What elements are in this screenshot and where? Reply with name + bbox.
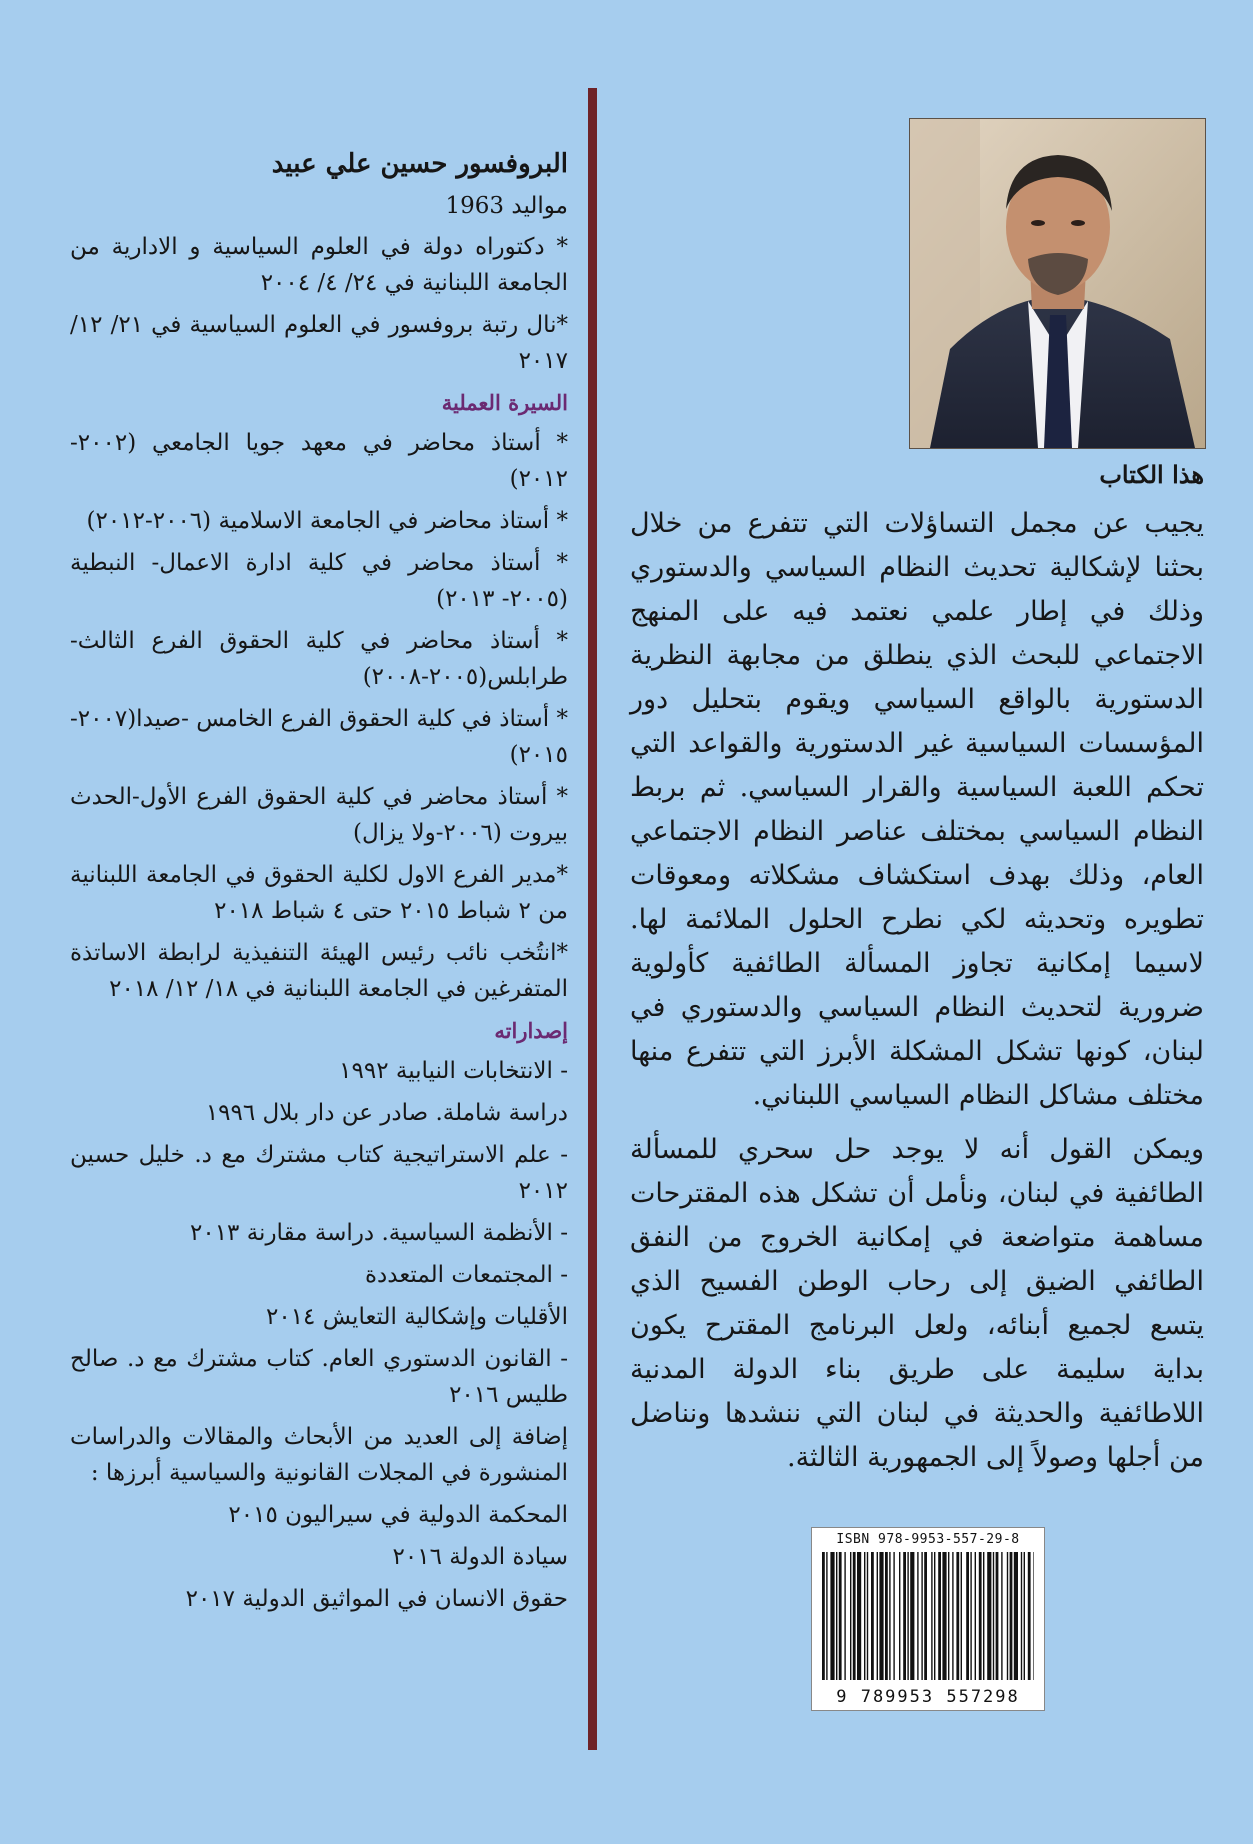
barcode-bars [822,1552,1034,1680]
bio-bullet-doctorate: * دكتوراه دولة في العلوم السياسية و الادارية من الجامعة اللبنانية في ٢٤/ ٤/ ٢٠٠٤ [70,234,568,296]
barcode-bar [864,1552,865,1680]
author-portrait-illustration [910,119,1205,448]
barcode-bar [979,1552,982,1680]
barcode-bar [975,1552,976,1680]
author-name: البروفسور حسين علي عبيد [271,149,568,179]
barcode-bar [934,1552,935,1680]
publication-item: - علم الاستراتيجية كتاب مشترك مع د. خليل حسين ٢٠١٢ [70,1142,568,1204]
barcode-bar [836,1552,837,1680]
career-item: *مدير الفرع الاول لكلية الحقوق في الجامعة اللبنانية من ٢ شباط ٢٠١٥ حتى ٤ شباط ٢٠١٨ [70,862,568,924]
barcode-bar [1007,1552,1008,1680]
isbn-text: ISBN 978-9953-557-29-8 [836,1532,1020,1547]
barcode-bar [921,1552,922,1680]
column-divider [588,88,597,1750]
barcode-bar [879,1552,883,1680]
barcode-bar [853,1552,856,1680]
barcode-bar [822,1552,825,1680]
barcode-bar [1014,1552,1018,1680]
barcode-bar [889,1552,890,1680]
barcode-bar [1024,1552,1025,1680]
career-item: * أستاذ محاضر في معهد جويا الجامعي (٢٠٠٢- ٢٠١٢) [70,430,568,492]
barcode-bar [867,1552,868,1680]
barcode-bar [844,1552,845,1680]
barcode-digits: 9 789953 557298 [836,1687,1020,1707]
book-paragraph: ويمكن القول أنه لا يوجد حل سحري للمسألة الطائفية في لبنان، ونأمل أن تشكل هذه المقترحات مساهمة متواضعة في إمكانية الخروج من النفق الطائفي الضيق إلى رحاب الوطن الفسيح الذي يتسع لجميع أبنائه، ولعل البرنامج المقترح يكون بداية سليمة على طريق بناء الدولة المدنية اللاطائفية والحديثة في لبنان التي ننشدها ونناضل من أجلها وصولاً إلى الجمهورية الثالثة. [630,1134,1204,1473]
career-item: * أستاذ في كلية الحقوق الفرع الخامس -صيدا(٢٠٠٧- ٢٠١٥) [70,706,568,768]
barcode-bar [907,1552,908,1680]
barcode-bar [857,1552,861,1680]
barcode-bar [1028,1552,1031,1680]
barcode-bar [1001,1552,1002,1680]
barcode-bar [961,1552,962,1680]
publication-item: الأقليات وإشكالية التعايش ٢٠١٤ [266,1304,568,1330]
barcode-bar [877,1552,878,1680]
barcode-bar [903,1552,906,1680]
barcode-bar [996,1552,999,1680]
publication-extra-item: المحكمة الدولية في سيراليون ٢٠١٥ [228,1502,568,1528]
publication-extra-item: سيادة الدولة ٢٠١٦ [392,1544,568,1570]
book-description-column [630,458,1204,1490]
career-heading: السيرة العملية [441,390,568,415]
publications-heading: إصداراته [494,1018,568,1043]
publication-extra-item: حقوق الانسان في المواثيق الدولية ٢٠١٧ [185,1586,568,1612]
barcode-bar [839,1552,842,1680]
barcode-bar [826,1552,827,1680]
barcode-bar [850,1552,851,1680]
author-born: مواليد 1963 [445,193,568,219]
publication-item: - المجتمعات المتعددة [364,1262,568,1288]
barcode-bar [924,1552,927,1680]
barcode-bar [983,1552,984,1680]
barcode-bar [942,1552,946,1680]
author-bio-column [70,146,568,1623]
barcode-bar [948,1552,949,1680]
career-item: * أستاذ محاضر في كلية الحقوق الفرع الأول-الحدث بيروت (٢٠٠٦-ولا يزال) [70,784,568,846]
barcode-bar [931,1552,932,1680]
publication-item: - الانتخابات النيابية ١٩٩٢ [339,1058,568,1084]
barcode-bar [871,1552,874,1680]
barcode-bar [1010,1552,1013,1680]
publication-item: - الأنظمة السياسية. دراسة مقارنة ٢٠١٣ [189,1220,568,1246]
career-item: * أستاذ محاضر في كلية الحقوق الفرع الثالث- طرابلس(٢٠٠٥-٢٠٠٨) [70,628,568,690]
career-item: * أستاذ محاضر في الجامعة الاسلامية (٢٠٠٦-٢٠١٢) [86,508,568,534]
barcode-bar [952,1552,953,1680]
barcode-bar [893,1552,894,1680]
barcode-bar [987,1552,991,1680]
bio-bullet-professor: *نال رتبة بروفسور في العلوم السياسية في ٢١/ ١٢/ ٢٠١٧ [70,312,568,374]
publication-item: - القانون الدستوري العام. كتاب مشترك مع د. صالح طليس ٢٠١٦ [70,1346,568,1408]
career-item: * أستاذ محاضر في كلية ادارة الاعمال- النبطية (٢٠٠٥- ٢٠١٣) [70,550,568,612]
barcode-bar [1033,1552,1034,1680]
barcode-bar [1021,1552,1022,1680]
career-item: *انتُخب نائب رئيس الهيئة التنفيذية لرابطة الاساتذة المتفرغين في الجامعة اللبنانية في ١٨/ ١٢/ ٢٠١٨ [70,940,568,1002]
barcode-bar [966,1552,969,1680]
barcode-bar [970,1552,971,1680]
barcode-bar [910,1552,914,1680]
barcode-bar [885,1552,888,1680]
barcode-bar [830,1552,834,1680]
author-photo [909,118,1206,449]
book-paragraph: يجيب عن مجمل التساؤلات التي تتفرع من خلال بحثنا لإشكالية تحديث النظام السياسي والدستوري وذلك في إطار علمي نعتمد فيه على المنهج الاجتماعي للبحث الذي ينطلق من مجابهة النظرية الدستورية بالواقع السياسي ويقوم بتحليل دور المؤسسات السياسية غير الدستورية والقواعد التي تحكم اللعبة السياسية والقرار السياسي. ثم بربط النظام السياسي بمختلف عناصر النظام الاجتماعي العام، وذلك بهدف استكشاف مشكلاته ومعوقات تطويره وتحديثه لكي نطرح الحلول الملائمة لها. لاسيما إمكانية تجاوز المسألة الطائفية كأولوية ضرورية لتحديث النظام السياسي والدستوري في لبنان، كونها تشكل المشكلة الأبرز التي تتفرع منها مختلف مشاكل النظام السياسي اللبناني. [630,508,1204,1111]
barcode-bar [938,1552,941,1680]
book-heading: هذا الكتاب [1099,460,1204,489]
publications-extra-intro: إضافة إلى العديد من الأبحاث والمقالات والدراسات المنشورة في المجلات القانونية والسياسية أبرزها : [70,1424,568,1486]
barcode-bar [993,1552,994,1680]
barcode-bar [917,1552,918,1680]
barcode-bar [899,1552,900,1680]
publication-item: دراسة شاملة. صادر عن دار بلال ١٩٩٦ [205,1100,568,1126]
isbn-barcode [811,1527,1045,1711]
barcode-bar [956,1552,959,1680]
